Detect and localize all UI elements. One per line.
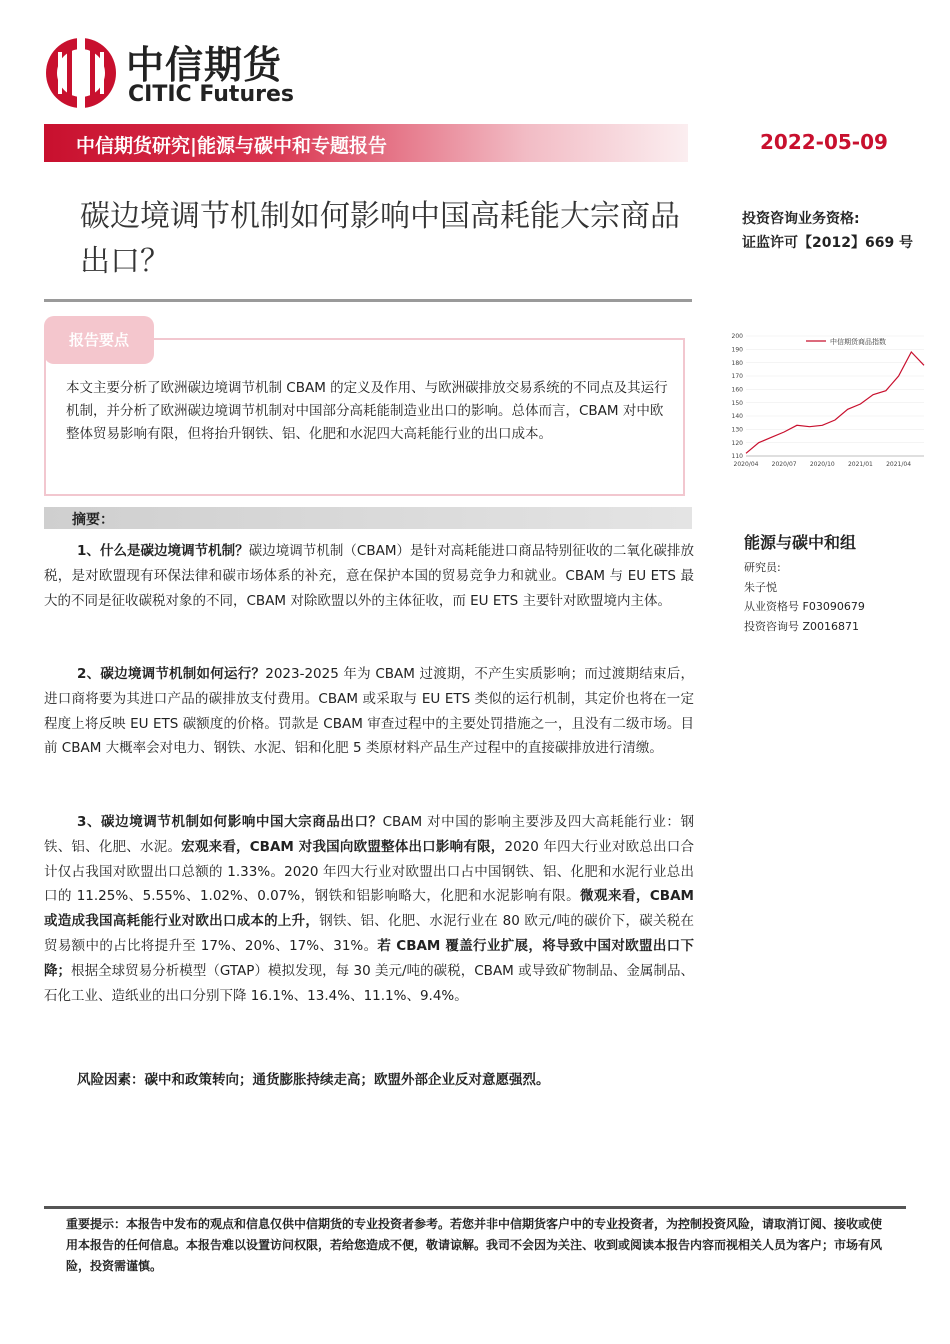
- y-tick-label: 200: [731, 333, 743, 341]
- footer-divider: [44, 1206, 906, 1209]
- report-title: 碳边境调节机制如何影响中国高耗能大宗商品出口？: [80, 199, 680, 279]
- x-tick-label: 2021/04: [886, 461, 912, 468]
- report-date: 2022-05-09: [760, 130, 888, 154]
- qualification-block: [742, 207, 913, 255]
- paragraph-3-body-4: 根据全球贸易分析模型（GTAP）模拟发现，每 30 美元/吨的碳税，CBAM 或导致矿物制品、金属制品、石化工业、造纸业的出口分别下降 16.1%、13.4%、11.1%、9.4%。: [44, 962, 694, 1004]
- legend-label: 中信期货商品指数: [830, 338, 886, 346]
- paragraph-3-macro: 宏观来看，CBAM 对我国向欧盟整体出口影响有限，: [181, 838, 505, 855]
- x-tick-label: 2020/10: [809, 461, 835, 468]
- analyst-cert-2: 投资咨询号 Z0016871: [744, 619, 860, 633]
- paragraph-3-heading: 3、碳边境调节机制如何影响中国大宗商品出口？: [77, 814, 383, 830]
- brand-name-en: CITIC Futures: [128, 82, 294, 107]
- summary-paragraph-3: [44, 810, 694, 1008]
- paragraph-3-expansion: 若 CBAM 覆盖行业扩展，将导致中国对欧盟出口下降；: [44, 937, 694, 979]
- analyst-info: [744, 558, 865, 636]
- key-points-text: 本文主要分析了欧洲碳边境调节机制 CBAM 的定义及作用、与欧洲碳排放交易系统的不同点及其运行机制，并分析了欧洲碳边境调节机制对中国部分高耗能制造业出口的影响。总体而言，CBAM 对中欧整体贸易影响有限，但将抬升钢铁、铝、化肥和水泥四大高耗能行业的出口成本。: [66, 380, 668, 442]
- analyst-role: 研究员:: [744, 561, 781, 574]
- y-tick-label: 140: [731, 413, 743, 421]
- y-tick-label: 180: [731, 359, 743, 367]
- summary-paragraph-1: [44, 539, 694, 613]
- paragraph-1-body: 碳边境调节机制（CBAM）是针对高耗能进口商品特别征收的二氧化碳排放税，是对欧盟现有环保法律和碳市场体系的补充，意在保护本国的贸易竞争力和就业。CBAM 与 EU ETS 最大的不同是征收碳税对象的不同，CBAM 对除欧盟以外的主体征收，而 EU ETS 主要针对欧盟境内主体。: [44, 543, 694, 609]
- y-tick-label: 170: [731, 373, 743, 381]
- paragraph-1-heading: 1、什么是碳边境调节机制？: [77, 543, 249, 559]
- summary-paragraph-2: [44, 662, 694, 761]
- paragraph-3-micro: 微观来看，CBAM 或造成我国高耗能行业对欧出口成本的上升，: [44, 888, 694, 930]
- y-tick-label: 120: [731, 439, 743, 447]
- analyst-name: 朱子悦: [744, 580, 777, 594]
- analyst-cert-1: 从业资格号 F03090679: [744, 600, 865, 613]
- paragraph-3-body-2: 2020 年四大行业对欧总出口合计仅占我国对欧盟出口总额的 1.33%。2020 年四大行业对欧盟出口占中国钢铁、铝、化肥和水泥行业总出口的 11.25%、5.55%、1.02%、0.07%，钢铁和铝影响略大，化肥和水泥影响有限。: [44, 838, 695, 905]
- paragraph-3-body-1: CBAM 对中国的影响主要涉及四大高耗能行业：钢铁、铝、化肥、水泥。: [44, 814, 694, 855]
- disclaimer: 重要提示：本报告中发布的观点和信息仅供中信期货的专业投资者参考。若您并非中信期货客户中的专业投资者，为控制投资风险，请取消订阅、接收或使用本报告的任何信息。本报告难以设置访问权限，若给您造成不便，敬请谅解。我司不会因为关注、收到或阅读本报告内容而视相关人员为客户；市场有风险，投资需谨慎。: [66, 1217, 883, 1273]
- title-divider: [44, 299, 692, 302]
- summary-label: 摘要：: [72, 512, 114, 528]
- paragraph-3-body-3: 钢铁、铝、化肥、水泥行业在 80 欧元/吨的碳价下，碳关税在贸易额中的占比将提升至 17%、20%、17%、31%。: [44, 913, 694, 954]
- y-tick-label: 160: [731, 386, 743, 394]
- y-tick-label: 130: [731, 426, 743, 434]
- y-tick-label: 110: [731, 453, 743, 461]
- x-tick-label: 2021/01: [847, 461, 873, 468]
- y-tick-label: 190: [731, 346, 743, 354]
- x-tick-label: 2020/07: [771, 461, 797, 468]
- paragraph-2-body: 2023-2025 年为 CBAM 过渡期，不产生实质影响；而过渡期结束后，进口商将要为其进口产品的碳排放支付费用。CBAM 或采取与 EU ETS 类似的运行机制，其定价也将在一定程度上将反映 EU ETS 碳额度的价格。罚款是 CBAM 审查过程中的主要处罚措施之一，且没有二级市场。目前 CBAM 大概率会对电力、钢铁、水泥、铝和化肥 5 类原材料产品生产过程中的直接碳排放进行清缴。: [44, 666, 694, 757]
- citic-logo-icon: [44, 36, 118, 110]
- risk-factors: 风险因素：碳中和政策转向；通货膨胀持续走高；欧盟外部企业反对意愿强烈。: [77, 1072, 550, 1088]
- key-points-tab: 报告要点: [44, 316, 154, 364]
- qualification-line-1: 投资咨询业务资格:: [742, 211, 860, 227]
- commodity-index-chart: [728, 330, 928, 472]
- y-tick-label: 150: [731, 399, 743, 407]
- summary-bar: [44, 507, 692, 529]
- brand-name-cn: 中信期货: [126, 43, 283, 87]
- qualification-line-2: 证监许可【2012】669 号: [742, 235, 914, 251]
- x-tick-label: 2020/04: [733, 461, 759, 468]
- banner-title: 中信期货研究|能源与碳中和专题报告: [76, 135, 387, 157]
- paragraph-2-heading: 2、碳边境调节机制如何运行？: [77, 666, 266, 682]
- team-name: 能源与碳中和组: [744, 533, 857, 552]
